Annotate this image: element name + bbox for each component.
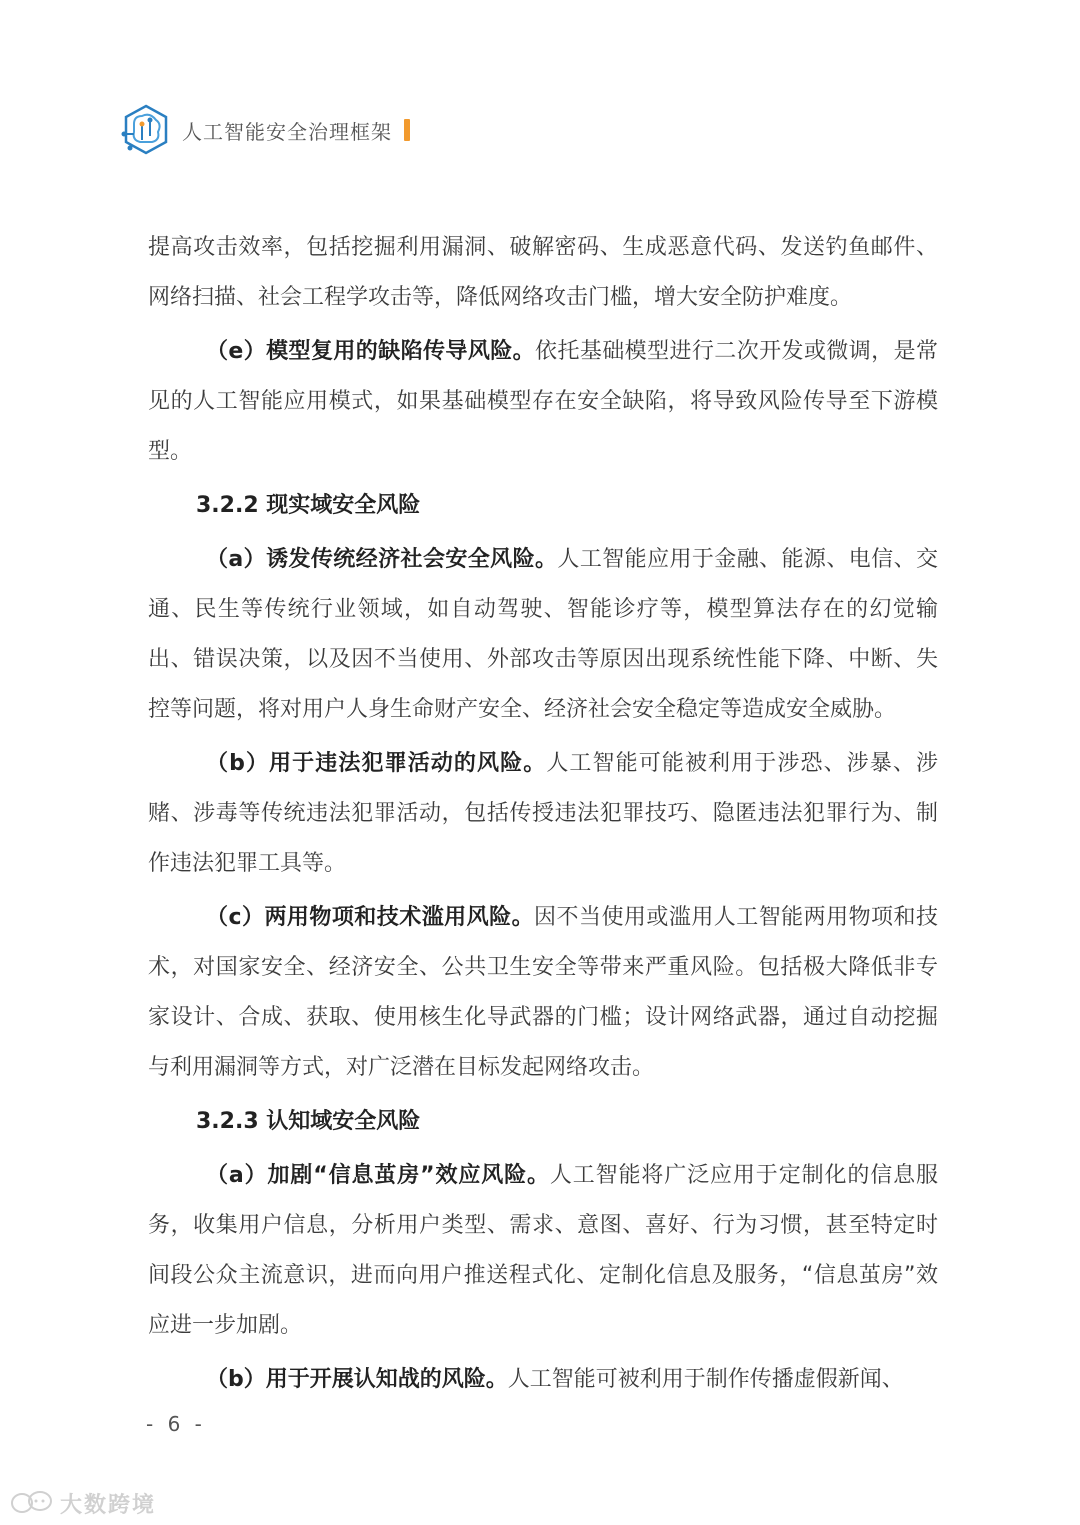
paragraph-text: 人工智能可能被利用于涉恐、涉暴、涉赌、涉毒等传统违法犯罪活动，包括传授违法犯罪技巧、隐匿违法犯罪行为、制作违法犯罪工具等。 xyxy=(148,751,938,876)
paragraph xyxy=(148,739,938,889)
watermark-text: 大数跨境 xyxy=(60,1493,157,1518)
document-title: 人工智能安全治理框架 xyxy=(182,119,392,144)
paragraph-heading: （a）加剧“信息茧房”效应风险。 xyxy=(206,1163,550,1188)
paragraph xyxy=(148,535,938,735)
section-heading: 3.2.3 认知域安全风险 xyxy=(196,1109,421,1134)
paragraph-heading: （a）诱发传统经济社会安全风险。 xyxy=(206,547,558,572)
document-body xyxy=(148,223,938,1405)
watermark xyxy=(10,1488,156,1519)
paragraph-text: 依托基础模型进行二次开发或微调，是常见的人工智能应用模式，如果基础模型存在安全缺陷，将导致风险传导至下游模型。 xyxy=(148,339,938,464)
chat-bubble-icon xyxy=(10,1490,54,1518)
paragraph xyxy=(148,1355,938,1405)
paragraph xyxy=(148,327,938,477)
paragraph xyxy=(148,1151,938,1351)
paragraph-heading: （c）两用物项和技术滥用风险。 xyxy=(206,905,535,930)
paragraph xyxy=(148,893,938,1093)
paragraph: 提高攻击效率，包括挖掘利用漏洞、破解密码、生成恶意代码、发送钓鱼邮件、网络扫描、社会工程学攻击等，降低网络攻击门槛，增大安全防护难度。 xyxy=(148,235,938,310)
paragraph-heading: （e）模型复用的缺陷传导风险。 xyxy=(206,339,536,364)
paragraph-text: 因不当使用或滥用人工智能两用物项和技术，对国家安全、经济安全、公共卫生安全等带来严重风险。包括极大降低非专家设计、合成、获取、使用核生化导武器的门槛；设计网络武器，通过自动挖掘与利用漏洞等方式，对广泛潜在目标发起网络攻击。 xyxy=(148,905,938,1080)
circuit-brain-logo xyxy=(120,102,172,158)
page-number: - 6 - xyxy=(146,1412,206,1436)
paragraph-text: 人工智能将广泛应用于定制化的信息服务，收集用户信息，分析用户类型、需求、意图、喜好、行为习惯，甚至特定时间段公众主流意识，进而向用户推送程式化、定制化信息及服务，“信息茧房”效应进一步加剧。 xyxy=(148,1163,938,1338)
page-header xyxy=(120,100,410,160)
paragraph-heading: （b）用于开展认知战的风险。 xyxy=(206,1367,508,1392)
accent-bar xyxy=(404,119,410,141)
paragraph-heading: （b）用于违法犯罪活动的风险。 xyxy=(206,751,547,776)
paragraph-text: 人工智能可被利用于制作传播虚假新闻、 xyxy=(507,1367,904,1392)
section-heading: 3.2.2 现实域安全风险 xyxy=(196,493,421,518)
paragraph-text: 人工智能应用于金融、能源、电信、交通、民生等传统行业领域，如自动驾驶、智能诊疗等，模型算法存在的幻觉输出、错误决策，以及因不当使用、外部攻击等原因出现系统性能下降、中断、失控等问题，将对用户人身生命财产安全、经济社会安全稳定等造成安全威胁。 xyxy=(148,547,938,722)
